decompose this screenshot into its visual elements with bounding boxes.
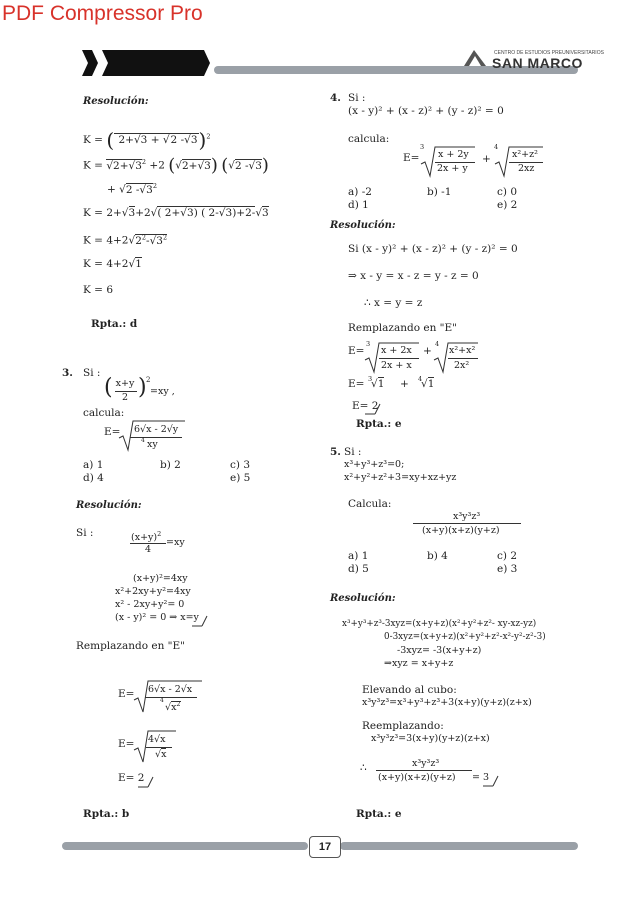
res2-line-4: (x - y)² = 0 ⇒ x=y (115, 612, 199, 623)
p3-option-e: e) 5 (230, 472, 251, 484)
p4-r1-bot: 2x + y (437, 163, 468, 174)
res5-line-1: x³+y³+z³-3xyz=(x+y+z)(x²+y²+z²- xy-xz-yz) (342, 619, 537, 629)
p3-option-a: a) 1 (83, 459, 104, 471)
res2-E2-line (146, 747, 172, 748)
problem-3-number: 3. (62, 367, 73, 379)
res4-E1-r2-top: x²+x² (449, 345, 476, 356)
problem-3-si: Si : (83, 367, 101, 379)
rpta-res5: Rpta.: e (356, 808, 402, 820)
p4-option-b: b) -1 (427, 186, 452, 198)
p5-option-e: e) 3 (497, 563, 518, 575)
p5-option-a: a) 1 (348, 550, 369, 562)
k-line-4: K = 2+√3+2√( 2+√3) ( 2-√3)+2-√3 (83, 207, 269, 219)
footer-bar-right (340, 842, 578, 850)
res4-E2-v2: √1 (421, 378, 435, 390)
p4-r2-top: x²+z² (512, 149, 538, 160)
p3-E-label: E= (104, 426, 121, 438)
res2-E3: E= 2 (118, 772, 145, 784)
res2-frac-bot: 4 (145, 544, 152, 555)
res2-frac-rhs: =xy (166, 537, 185, 548)
res2-si: Si : (76, 527, 94, 539)
rpta-1: Rpta.: d (91, 318, 138, 330)
res2-E1-bot: $√x^2$ (165, 700, 181, 714)
p3-paren-left: ( (104, 375, 113, 400)
p3-exp: 2 (146, 376, 151, 384)
p3-paren-right: ) (138, 375, 147, 400)
problem-4-cond: (x - y)² + (x - z)² + (y - z)² = 0 (348, 105, 504, 117)
res2-E2-top: 4√x (148, 734, 166, 745)
res4-line-3: ∴ x = y = z (364, 297, 423, 309)
res4-E1-plus: + (423, 345, 432, 357)
p4-option-a: a) -2 (348, 186, 372, 198)
p3-frac-top: x+y (115, 378, 135, 389)
p4-plus: + (482, 153, 491, 165)
p3-frac-bot: 2 (121, 392, 129, 403)
p5-frac-bot: (x+y)(x+z)(y+z) (422, 525, 500, 536)
page-number: 17 (309, 836, 341, 858)
res4-remplazando: Remplazando en "E" (348, 322, 457, 334)
res4-E3: E= 2 (352, 400, 379, 412)
p3-calcula: calcula: (83, 407, 125, 419)
problem-4-calcula: calcula: (348, 133, 390, 145)
res2-E2-label: E= (118, 738, 135, 750)
watermark-text: PDF Compressor Pro (2, 2, 203, 25)
res4-E2-plus: + (400, 378, 409, 390)
res4-label: Resolución: (330, 220, 396, 231)
res5-label: Resolución: (330, 593, 396, 604)
k-line-1: K = ( 2+√3 + √2 -√3)$^2$ (83, 128, 211, 152)
problem-5-c2: x²+y²+z²+3=xy+xz+yz (344, 472, 457, 483)
p3-E-bot: xy (147, 439, 158, 450)
problem-5-c1: x³+y³+z³=0; (344, 459, 405, 470)
res5-line-6: x³y³z³=3(x+y)(y+z)(z+x) (371, 733, 490, 744)
res4-E1-r1-line (379, 358, 419, 359)
k-line-5: $K = 4+2√2^2-√3^2$ (83, 233, 168, 247)
res5-reemplazando: Reemplazando: (362, 720, 444, 732)
res5-therefore: ∴ (360, 762, 367, 774)
res5-line-4: ⇒xyz = x+y+z (384, 658, 454, 669)
res2-remplazando: Remplazando en "E" (76, 640, 185, 652)
res2-check-mark-icon (192, 614, 210, 628)
res5-final-rhs: = 3 (472, 772, 490, 783)
res4-E2-idx2: 4 (418, 375, 423, 383)
p5-frac-top: x³y³z³ (453, 511, 481, 522)
res4-E1-r1-top: x + 2x (381, 345, 412, 356)
res2-E1-label: E= (118, 688, 135, 700)
res5-final-line (376, 770, 472, 771)
res5-final-top: x³y³z³ (412, 758, 440, 769)
res5-elevando: Elevando al cubo: (362, 684, 457, 696)
res2-frac-top: $(x+y)^2$ (131, 530, 162, 544)
p3-option-b: b) 2 (160, 459, 181, 471)
p5-frac-line (413, 523, 521, 524)
p4-r1-idx: 3 (420, 143, 425, 151)
k-line-3: + √2 $-√3^2$ (107, 182, 157, 196)
res2-E2-bot: √x (155, 749, 167, 760)
k-line-6: K = 4+2√1 (83, 258, 142, 270)
res2-line-2: x²+2xy+y²=4xy (115, 586, 191, 597)
header-black-banner (82, 50, 210, 76)
res2-line-1: (x+y)²=4xy (133, 573, 188, 584)
res2-E1-line (145, 697, 197, 698)
res2-E1-top: 6√x - 2√x (148, 684, 193, 695)
res2-E3-check-icon (138, 775, 156, 789)
res5-final-bot: (x+y)(x+z)(y+z) (378, 772, 456, 783)
resolucion-label: Resolución: (83, 96, 149, 107)
res4-E1-r2-idx: 4 (435, 340, 440, 348)
brand-logo-icon (462, 46, 488, 68)
res5-line-3: -3xyz= -3(x+y+z) (397, 645, 482, 656)
res4-E3-check-icon (365, 402, 383, 416)
res4-E1-r2-bot: 2x² (454, 360, 470, 371)
rpta-res2: Rpta.: b (83, 808, 130, 820)
brand-name: SAN MARCO (492, 55, 583, 71)
p3-E-line (130, 437, 182, 438)
p3-E-top: 6√x - 2√y (134, 424, 179, 435)
res4-line-1: Si (x - y)² + (x - z)² + (y - z)² = 0 (348, 243, 518, 255)
problem-4-si: Si : (348, 92, 366, 104)
p5-option-d: d) 5 (348, 563, 369, 575)
p4-option-e: e) 2 (497, 199, 518, 211)
res2-label: Resolución: (76, 500, 142, 511)
p3-E-bot-idx: 4 (141, 437, 145, 444)
res2-line-3: x² - 2xy+y²= 0 (115, 599, 185, 610)
p4-r2-idx: 4 (494, 143, 499, 151)
problem-5-si: Si : (344, 446, 362, 458)
p3-option-c: c) 3 (230, 459, 250, 471)
res4-E1-r1-idx: 3 (366, 340, 371, 348)
res5-line-5: x³y³z³=x³+y³+z³+3(x+y)(y+z)(z+x) (362, 697, 532, 708)
k-line-7: K = 6 (83, 284, 113, 296)
p4-option-d: d) 1 (348, 199, 369, 211)
problem-5-calcula: Calcula: (348, 498, 392, 510)
p3-rhs: =xy , (150, 386, 175, 397)
res4-E2-label: E= (348, 378, 365, 390)
p4-r1-top: x + 2y (438, 149, 469, 160)
p3-option-d: d) 4 (83, 472, 104, 484)
res4-E2-idx1: 3 (368, 375, 373, 383)
p5-option-c: c) 2 (497, 550, 517, 562)
res4-E1-r2-line (448, 358, 478, 359)
p4-option-c: c) 0 (497, 186, 517, 198)
problem-4-number: 4. (330, 92, 341, 104)
res2-E1-bot-idx: 4 (160, 697, 164, 704)
res4-E1-label: E= (348, 345, 365, 357)
res5-check-icon (483, 774, 501, 788)
p4-E-label: E= (403, 152, 420, 164)
p5-option-b: b) 4 (427, 550, 448, 562)
footer-bar-left (62, 842, 308, 850)
rpta-res4: Rpta.: e (356, 418, 402, 430)
p4-r2-bot: 2xz (518, 163, 535, 174)
k-line-2: $K = √2+√3^2 +2$ (√2+√3) (√2 -√3) (83, 155, 269, 176)
problem-5-number: 5. (330, 446, 341, 458)
res4-E1-r1-bot: 2x + x (381, 360, 412, 371)
res4-E2-v1: √1 (371, 378, 385, 390)
brand-tagline: CENTRO DE ESTUDIOS PREUNIVERSITARIOS (494, 50, 604, 56)
res4-line-2: ⇒ x - y = x - z = y - z = 0 (348, 270, 479, 282)
res5-line-2: 0-3xyz=(x+y+z)(x²+y²+z²-x²-y²-z²-3) (384, 632, 546, 642)
